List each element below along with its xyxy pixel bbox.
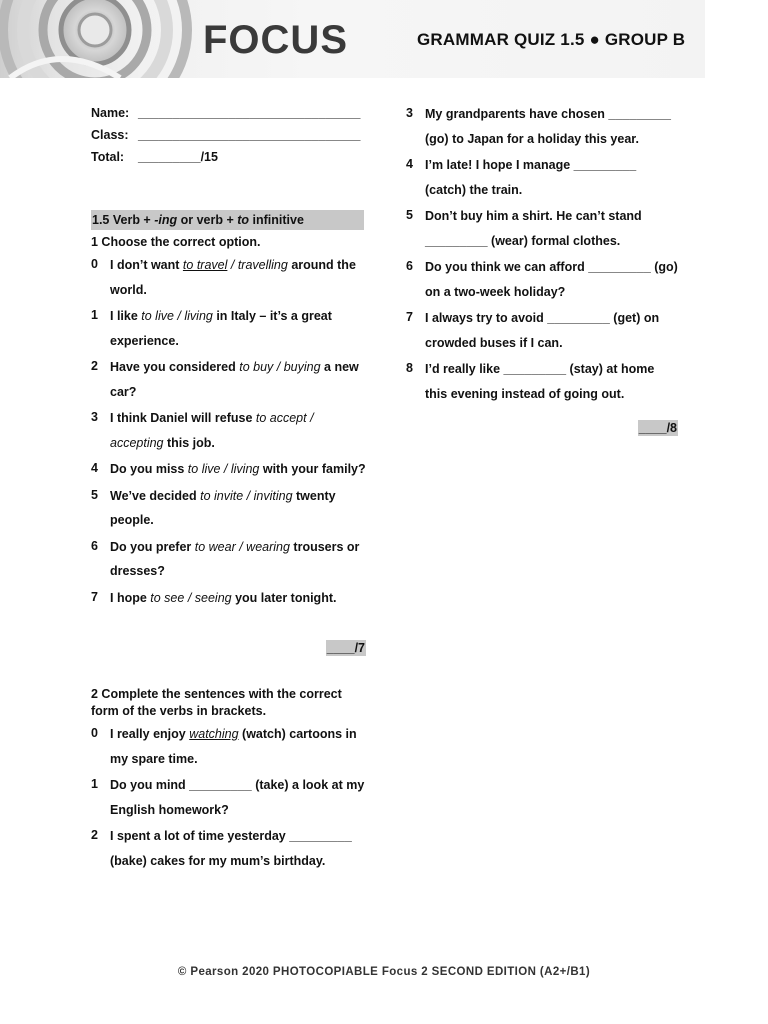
item-text: Have you considered [110,360,240,374]
item-option: to buy [239,360,274,374]
right-column [406,106,678,436]
item-text: I hope [110,590,151,605]
item-text: Do you prefer [110,539,195,554]
ex1-item-4 [91,461,366,482]
ex1-item-7 [91,590,366,611]
item-text: We’ve decided [110,488,201,503]
exercise1-instruction: 1 Choose the correct option. [91,235,261,249]
item-number: 1 [91,308,98,322]
ex2-item-1 [91,777,366,822]
header-banner [0,0,705,78]
item-option: to live [187,462,221,476]
item-text: you later tonight. [231,590,337,605]
item-sep: / [184,590,195,605]
item-text: trousers or dresses? [110,539,360,578]
ex2-item-3 [406,106,678,151]
ex2-item-7 [406,310,678,355]
ex2-item-4 [406,157,678,202]
name-field [91,106,366,128]
section-to: to [237,213,250,227]
item-sep: / [235,539,247,554]
item-text: I like [110,309,142,323]
focus-logo: FOCUS [203,18,348,62]
item-number: 0 [91,257,98,271]
item-number: 3 [91,410,98,424]
item-text: My grandparents have chosen _________ (go) to Japan for a holiday this year. [425,107,671,146]
item-text: Do you miss [110,462,188,476]
quiz-title: GRAMMAR QUIZ 1.5 ● GROUP B [417,30,686,49]
name-line: ________________________________ [138,106,361,120]
exercise1-score-box: ____/7 [326,641,365,655]
item-number: 7 [91,589,98,604]
item-option: accepting [110,435,164,450]
item-option: travelling [237,258,288,272]
exercise2-score [406,420,678,436]
left-column [91,106,366,873]
item-text: I spent a lot of time yesterday _________ (bake) cakes for my mum’s birthday. [110,829,352,868]
item-sep: / [306,411,314,425]
item-text: in Italy – it’s a great experience. [110,309,332,348]
item-text: I don’t want [110,258,183,272]
item-number: 5 [91,487,98,502]
item-option: inviting [253,488,293,503]
ex1-item-0 [91,257,366,302]
item-option: to live [141,309,174,323]
item-number: 8 [406,361,413,375]
item-sep: / [227,258,238,272]
item-sep: / [220,462,231,476]
item-text: I really enjoy [110,727,190,741]
total-value: _________/15 [138,150,218,164]
item-text: a new car? [110,360,359,399]
item-option: wearing [246,539,290,554]
item-number: 4 [91,461,98,475]
item-option: seeing [194,590,232,605]
name-label: Name: [91,106,130,120]
section-num: 1.5 Verb + [92,213,155,227]
exercise1-score [91,640,366,656]
total-field [91,150,366,172]
ex2-item-2 [91,828,366,873]
item-number: 3 [406,106,413,120]
item-text: I always try to avoid _________ (get) on crowded buses if I can. [425,311,660,350]
item-number: 2 [91,359,98,373]
item-text: twenty people. [110,488,336,527]
ex1-item-3 [91,410,366,455]
item-number: 6 [406,259,413,273]
item-option: to invite [200,488,244,503]
item-sep: / [273,360,284,374]
ex2-example [91,726,366,771]
item-text: this job. [163,435,215,450]
item-number: 2 [91,828,98,842]
item-answer-underlined: to travel [182,258,228,272]
item-number: 0 [91,726,98,740]
ex2-item-5 [406,208,678,253]
item-number: 6 [91,538,98,553]
item-sep: / [173,309,185,323]
focus-rings-graphic [0,0,200,78]
item-number: 4 [406,157,413,171]
item-option: living [184,309,213,323]
item-option: living [230,462,260,476]
item-text: (watch) cartoons in my spare time. [110,727,357,766]
item-option: buying [283,360,321,374]
section-ing: -ing [154,213,178,227]
ex2-item-8 [406,361,678,406]
item-sep: / [243,488,254,503]
ex1-item-5 [91,488,366,533]
item-option: to accept [255,411,307,425]
section-mid: or verb + [177,213,238,227]
class-field [91,128,366,150]
item-answer-underlined: watching [189,727,239,741]
item-number: 7 [406,310,413,324]
footer-copyright: © Pearson 2020 PHOTOCOPIABLE Focus 2 SECOND EDITION (A2+/B1) [177,966,591,978]
section-heading [91,210,364,230]
ex1-item-6 [91,539,366,584]
ex2-item-6 [406,259,678,304]
item-text: I’d really like _________ (stay) at home this evening instead of going out. [425,362,655,401]
item-number: 5 [406,208,413,222]
item-text: Don’t buy him a shirt. He can’t stand _________ (wear) formal clothes. [425,209,642,248]
item-text: around the world. [110,258,356,297]
class-label: Class: [91,128,129,142]
class-line: ________________________________ [138,128,361,142]
ex1-item-2 [91,359,366,404]
item-option: to see [150,590,185,605]
item-option: to wear [194,539,236,554]
total-label: Total: [91,150,125,164]
item-text: Do you think we can afford _________ (go) on a two-week holiday? [425,260,678,299]
item-text: with your family? [259,462,366,476]
item-text: I’m late! I hope I manage _________ (catch) the train. [425,158,637,197]
exercise2-instruction: 2 Complete the sentences with the correct form of the verbs in brackets. [91,687,342,718]
exercise2-score-box: ____/8 [638,421,677,435]
item-number: 1 [91,777,98,791]
section-end: infinitive [249,213,304,227]
item-text: Do you mind _________ (take) a look at my English homework? [110,778,365,817]
ex1-item-1 [91,308,366,353]
item-text: I think Daniel will refuse [110,411,256,425]
